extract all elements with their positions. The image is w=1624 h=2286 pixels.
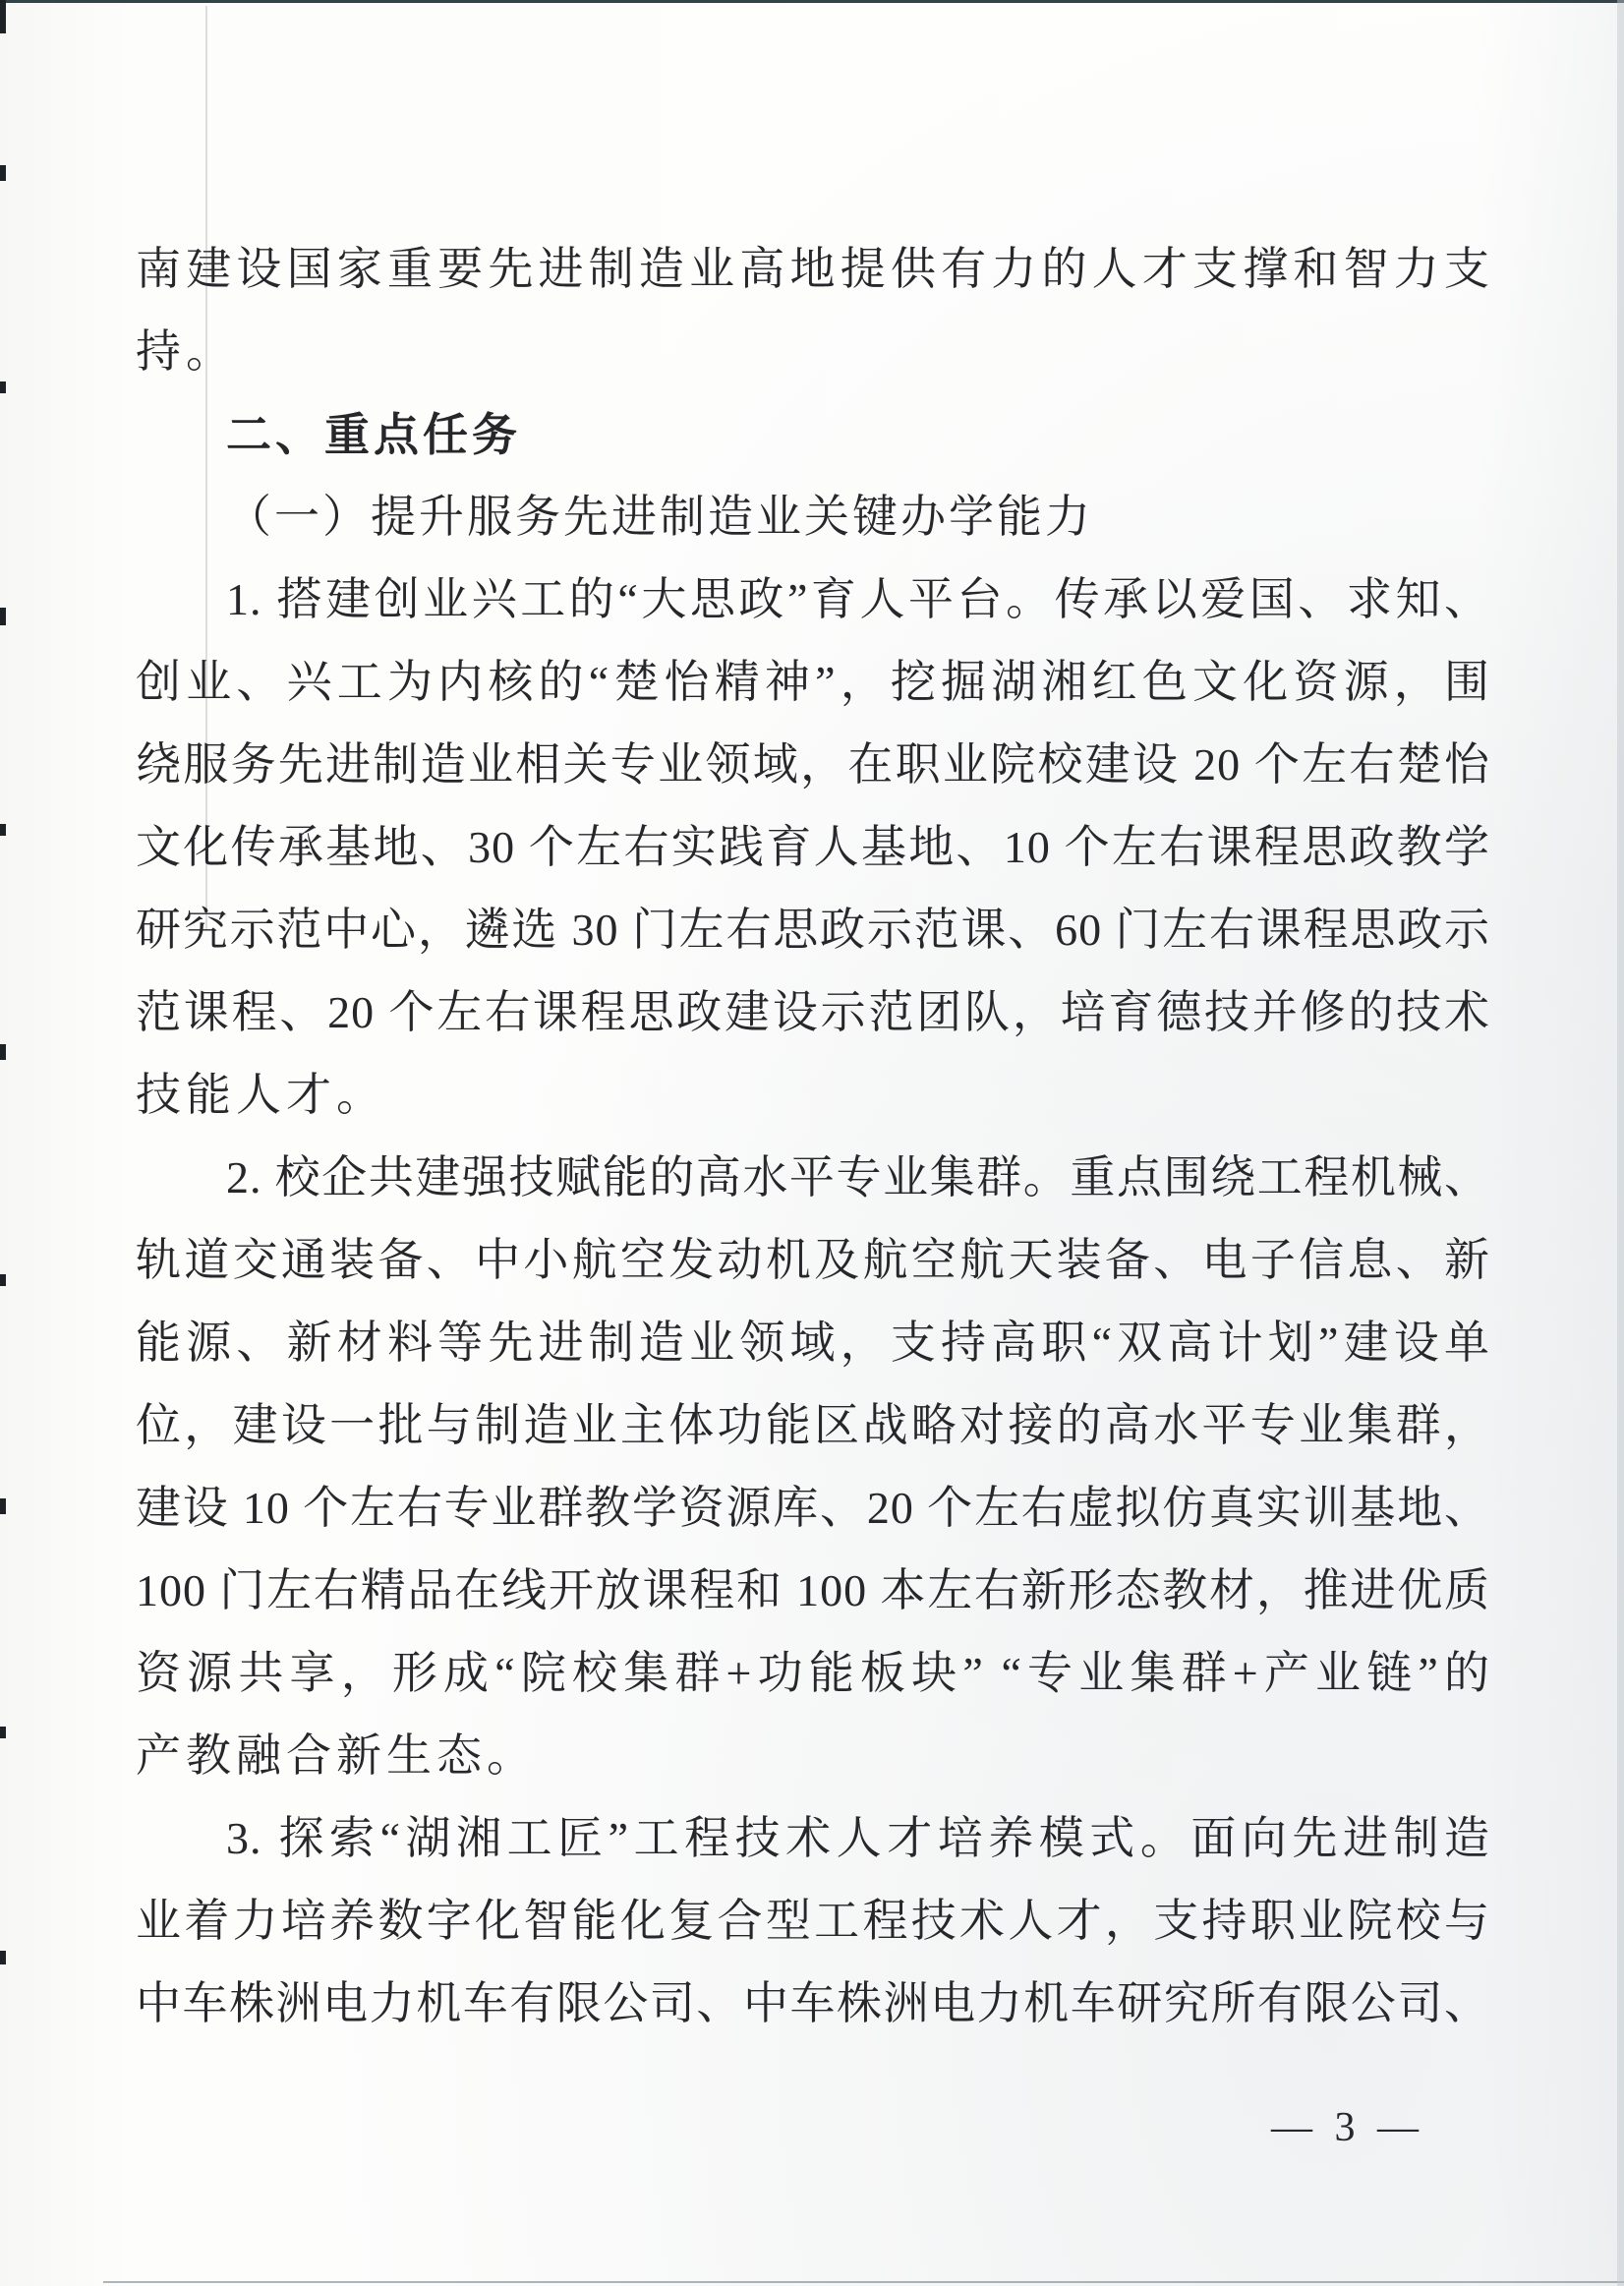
body-text-line: 绕服务先进制造业相关专业领域，在职业院校建设 20 个左右楚怡 — [136, 739, 1490, 790]
section-heading: 二、重点任务 — [226, 409, 521, 460]
body-text-line: 技能人才。 — [136, 1070, 386, 1120]
body-text-line: 2. 校企共建强技赋能的高水平专业集群。重点围绕工程机械、 — [226, 1152, 1490, 1202]
body-text-line: 业着力培养数字化智能化复合型工程技术人才，支持职业院校与 — [136, 1896, 1490, 1946]
body-text-line: 南建设国家重要先进制造业高地提供有力的人才支撑和智力支 — [136, 244, 1490, 294]
scan-edge-mark — [0, 0, 6, 33]
body-text-line: 3. 探索“湖湘工匠”工程技术人才培养模式。面向先进制造 — [226, 1813, 1490, 1863]
page-number: — 3 — — [1271, 2105, 1424, 2150]
body-text-line: 研究示范中心，遴选 30 门左右思政示范课、60 门左右课程思政示 — [136, 905, 1490, 955]
body-text-line: 产教融合新生态。 — [136, 1730, 537, 1781]
body-text-line: 能源、新材料等先进制造业领域，支持高职“双高计划”建设单 — [136, 1318, 1490, 1368]
document-body — [136, 228, 1490, 2045]
subsection-heading: （一）提升服务先进制造业关键办学能力 — [226, 492, 1093, 542]
body-text-line: 文化传承基地、30 个左右实践育人基地、10 个左右课程思政教学 — [136, 822, 1490, 872]
scan-edge-mark — [0, 1274, 6, 1286]
body-text-line: 100 门左右精品在线开放课程和 100 本左右新形态教材，推进优质 — [136, 1565, 1490, 1615]
body-text-line: 建设 10 个左右专业群教学资源库、20 个左右虚拟仿真实训基地、 — [136, 1483, 1490, 1533]
scan-top-edge-line — [0, 0, 1624, 3]
body-text-line: 轨道交通装备、中小航空发动机及航空航天装备、电子信息、新 — [136, 1235, 1490, 1285]
body-text-line: 范课程、20 个左右课程思政建设示范团队，培育德技并修的技术 — [136, 987, 1490, 1037]
scan-bottom-edge-line — [103, 2281, 1624, 2283]
body-text-line: 1. 搭建创业兴工的“大思政”育人平台。传承以爱国、求知、 — [226, 574, 1490, 624]
body-text-line: 中车株洲电力机车有限公司、中车株洲电力机车研究所有限公司、 — [136, 1978, 1490, 2028]
scan-edge-mark — [0, 824, 6, 836]
scan-right-edge-band — [1617, 0, 1624, 2286]
body-text-line: 位，建设一批与制造业主体功能区战略对接的高水平专业集群， — [136, 1400, 1490, 1450]
body-text-line: 持。 — [136, 326, 236, 377]
scan-edge-mark — [0, 381, 6, 393]
scan-edge-mark — [0, 1727, 6, 1738]
body-text-line: 创业、兴工为内核的“楚怡精神”，挖掘湖湘红色文化资源，围 — [136, 657, 1490, 707]
scan-edge-mark — [0, 608, 6, 625]
scan-edge-mark — [0, 165, 6, 181]
scan-edge-mark — [0, 1951, 6, 1964]
body-text-line: 资源共享，形成“院校集群+功能板块” “专业集群+产业链”的 — [136, 1648, 1490, 1698]
scan-edge-mark — [0, 1044, 6, 1060]
scan-edge-mark — [0, 1498, 6, 1514]
